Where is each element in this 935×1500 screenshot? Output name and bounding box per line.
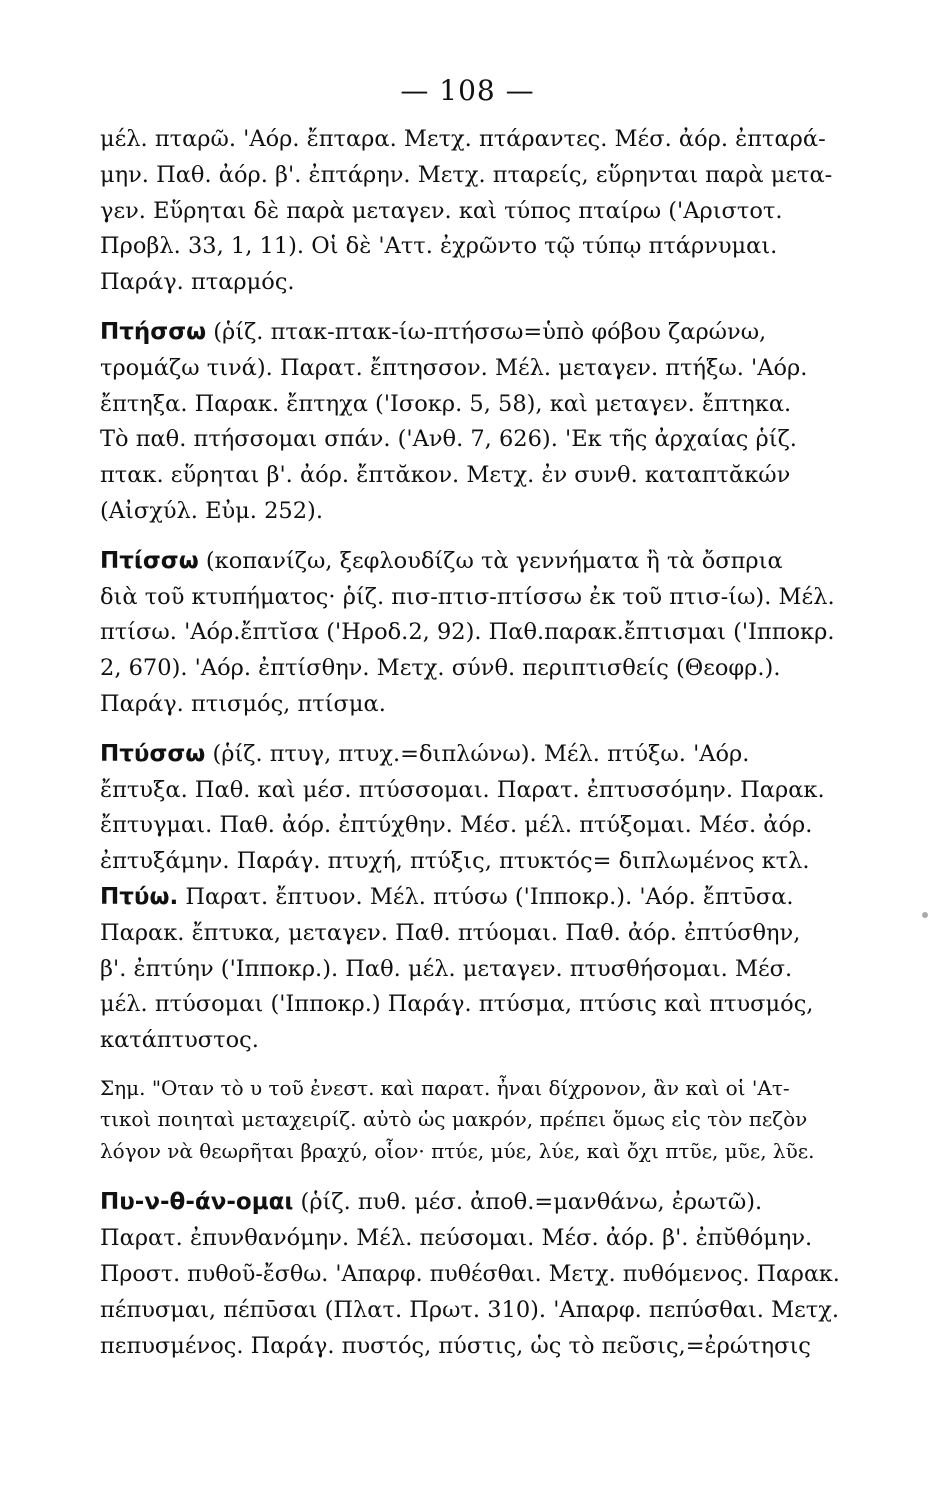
text-line: Παράγ. πτισμός, πτίσμα.: [100, 690, 386, 717]
text-line: β'. ἐπτύην ('Ιπποκρ.). Παθ. μέλ. μεταγεν. πτυσθήσομαι. Μέσ.: [100, 955, 793, 982]
text-line: μην. Παθ. ἀόρ. β'. ἐπτάρην. Μετχ. πταρείς, εὕρηνται παρὰ μετα-: [100, 161, 833, 188]
text-line: Τὸ παθ. πτήσσομαι σπάν. ('Ανθ. 7, 626). 'Εκ τῆς ἀρχαίας ῥίζ.: [100, 426, 797, 453]
headword: Πυ-ν-θ-άν-ομαι: [100, 1189, 294, 1216]
text-line: Προστ. πυθοῦ-ἔσθω. 'Απαρφ. πυθέσθαι. Μετχ. πυθόμενος. Παρακ.: [100, 1261, 840, 1288]
text-line: ἐπτυξάμην. Παράγ. πτυχή, πτύξις, πτυκτός= διπλωμένος κτλ.: [100, 848, 810, 875]
entry-first-line: [100, 544, 840, 580]
headword: Πτύω.: [100, 883, 179, 910]
text-line: 2, 670). 'Αόρ. ἐπτίσθην. Μετχ. σύνθ. περιπτισθείς (Θεοφρ.).: [100, 655, 781, 682]
text-line: Παρατ. ἔπτυον. Μέλ. πτύσω ('Ιπποκρ.). 'Αόρ. ἔπτῡσα.: [185, 883, 794, 910]
entry-ptesso: [100, 315, 840, 530]
paper-speck: [922, 912, 928, 918]
text-line: τρομάζω τινά). Παρατ. ἔπτησσον. Μέλ. μεταγεν. πτήξω. 'Αόρ.: [100, 354, 808, 381]
text-line: (ῥίζ. πτυγ, πτυχ.=διπλώνω). Μέλ. πτύξω. 'Αόρ.: [212, 740, 750, 767]
note-line: λόγον νὰ θεωρῆται βραχύ, οἷον· πτύε, μύε, λύε, καὶ ὄχι πτῦε, μῦε, λῦε.: [100, 1138, 815, 1163]
text-line: κατάπτυστος.: [100, 1027, 259, 1054]
text-line: γεν. Εὕρηται δὲ παρὰ μεταγεν. καὶ τύπος πταίρω ('Αριστοτ.: [100, 197, 783, 224]
text-line: ἔπτυγμαι. Παθ. ἀόρ. ἐπτύχθην. Μέσ. μέλ. πτύξομαι. Μέσ. ἀόρ.: [100, 812, 813, 839]
text-line: Προβλ. 33, 1, 11). Οἱ δὲ 'Αττ. ἐχρῶντο τῷ τύπῳ πτάρνυμαι.: [100, 233, 778, 260]
text-line: (ῥίζ. πυθ. μέσ. ἀποθ.=μανθάνω, ἐρωτῶ).: [300, 1189, 763, 1216]
headword: Πτύσσω: [100, 740, 206, 767]
page-number: — 108 —: [400, 74, 535, 107]
text-line: Παράγ. πταρμός.: [100, 269, 295, 296]
note-line: τικοὶ ποιηταὶ μεταχειρίζ. αὐτὸ ὡς μακρόν, πρέπει ὅμως εἰς τὸν πεζὸν: [100, 1107, 808, 1132]
entry-first-line: [100, 315, 840, 351]
text-line: διὰ τοῦ κτυπήματος· ῥίζ. πισ-πτισ-πτίσσω ἐκ τοῦ πτισ-ίω). Μέλ.: [100, 583, 835, 610]
entry-ptysso: [100, 737, 840, 880]
entry-ptyo: [100, 880, 840, 1059]
text-line: ἔπτηξα. Παρακ. ἔπτηχα ('Ισοκρ. 5, 58), καὶ μεταγεν. ἔπτηκα.: [100, 390, 792, 417]
text-line: Παρακ. ἔπτυκα, μεταγεν. Παθ. πτύομαι. Παθ. ἀόρ. ἐπτύσθην,: [100, 919, 801, 946]
text-line: πέπυσμαι, πέπῡσαι (Πλατ. Πρωτ. 310). 'Απαρφ. πεπύσθαι. Μετχ.: [100, 1296, 839, 1323]
headword: Πτίσσω: [100, 547, 199, 574]
entry-pynthanomai: [100, 1185, 840, 1364]
entry-first-line: [100, 880, 840, 916]
entry-ptisso: [100, 544, 840, 723]
note-line: Σημ. "Οταν τὸ υ τοῦ ἐνεστ. καὶ παρατ. ἦναι δίχρονον, ἂν καὶ οἱ 'Ατ-: [100, 1075, 790, 1100]
entry-first-line: [100, 1185, 840, 1221]
dictionary-text: [100, 122, 840, 1364]
text-line: Παρατ. ἐπυνθανόμην. Μέλ. πεύσομαι. Μέσ. ἀόρ. β'. ἐπῠθόμην.: [100, 1225, 813, 1252]
text-line: (ῥίζ. πτακ-πτακ-ίω-πτήσσω=ὑπὸ φόβου ζαρώνω,: [213, 318, 767, 345]
headword: Πτήσσω: [100, 318, 207, 345]
text-line: (Αἰσχύλ. Εὐμ. 252).: [100, 497, 323, 524]
text-line: (κοπανίζω, ξεφλουδίζω τὰ γεννήματα ἢ τὰ ὄσπρια: [205, 547, 783, 574]
text-line: μέλ. πτύσομαι ('Ιπποκρ.) Παράγ. πτύσμα, πτύσις καὶ πτυσμός,: [100, 991, 814, 1018]
note-block: [100, 1073, 840, 1168]
text-line: πεπυσμένος. Παράγ. πυστός, πύστις, ὡς τὸ πεῦσις,=ἐρώτησις: [100, 1332, 811, 1359]
text-line: πτακ. εὕρηται β'. ἀόρ. ἔπτᾰκον. Μετχ. ἐν συνθ. καταπτᾰκών: [100, 462, 791, 489]
paragraph-intro: [100, 122, 840, 301]
text-line: μέλ. πταρῶ. 'Αόρ. ἔπταρα. Μετχ. πτάραντες. Μέσ. ἀόρ. ἐπταρά-: [100, 126, 826, 152]
entry-first-line: [100, 737, 840, 773]
text-line: πτίσω. 'Αόρ.ἔπτῐσα ('Ηροδ.2, 92). Παθ.παρακ.ἔπτισμαι ('Ιπποκρ.: [100, 619, 835, 646]
text-line: ἔπτυξα. Παθ. καὶ μέσ. πτύσσομαι. Παρατ. ἐπτυσσόμην. Παρακ.: [100, 776, 825, 803]
